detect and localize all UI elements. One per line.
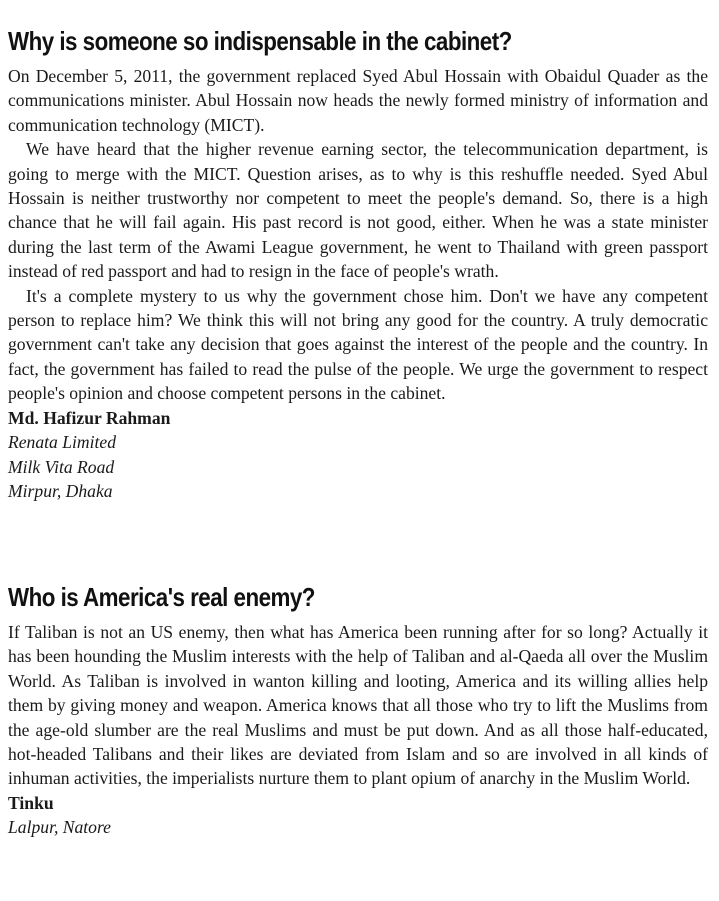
letter-paragraph: On December 5, 2011, the government replaced Syed Abul Hossain with Obaidul Quader as the communications minister. Abul Hossain now heads the newly formed ministry of information and communication technology (MICT). (8, 66, 708, 135)
signature (8, 406, 708, 504)
letter-paragraph: We have heard that the higher revenue earning sector, the telecommunication department, is going to merge with the MICT. Question arises, as to why is this reshuffle needed. Syed Abul Hossain is neither trustworthy nor competent to meet the people's demand. So, there is a high chance that he will fail again. His past record is not good, either. When he was a state minister during the last term of the Awami League government, he went to Thailand with green passport instead of red passport and had to resign in the face of people's wrath. (8, 139, 708, 282)
address-line: Lalpur, Natore (8, 817, 111, 838)
letter-title: Why is someone so indispensable in the cabinet? (8, 26, 512, 56)
address-line: Renata Limited (8, 432, 116, 453)
letter-america (8, 580, 708, 840)
author-name: Md. Hafizur Rahman (8, 407, 171, 428)
address-line: Milk Vita Road (8, 456, 115, 477)
letter-cabinet (8, 24, 708, 503)
letter-title: Who is America's real enemy? (8, 582, 315, 612)
letter-paragraph: If Taliban is not an US enemy, then what has America been running after for so long? Actually it has been hounding the Muslim interests with the help of Taliban and al-Qaeda all over the Muslim World. As Taliban is involved in wanton killing and looting, America and its willing allies help them by giving money and weapon. America knows that all those who try to lift the Muslims from the age-old slumber are the real Muslims and must be put down. And as all those half-educated, hot-headed Talibans and their likes are deviated from Islam and so are involved in all kinds of inhuman activities, the imperialists nurture them to plant opium of anarchy in the Muslim World. (8, 622, 708, 789)
letter-paragraph: It's a complete mystery to us why the government chose him. Don't we have any competent person to replace him? We think this will not bring any good for the country. A truly democratic government can't take any decision that goes against the interest of the people and the country. In fact, the government has failed to read the pulse of the people. We urge the government to respect people's opinion and choose competent persons in the cabinet. (8, 285, 708, 404)
address-line: Mirpur, Dhaka (8, 480, 113, 501)
author-name: Tinku (8, 792, 54, 813)
signature (8, 791, 708, 840)
